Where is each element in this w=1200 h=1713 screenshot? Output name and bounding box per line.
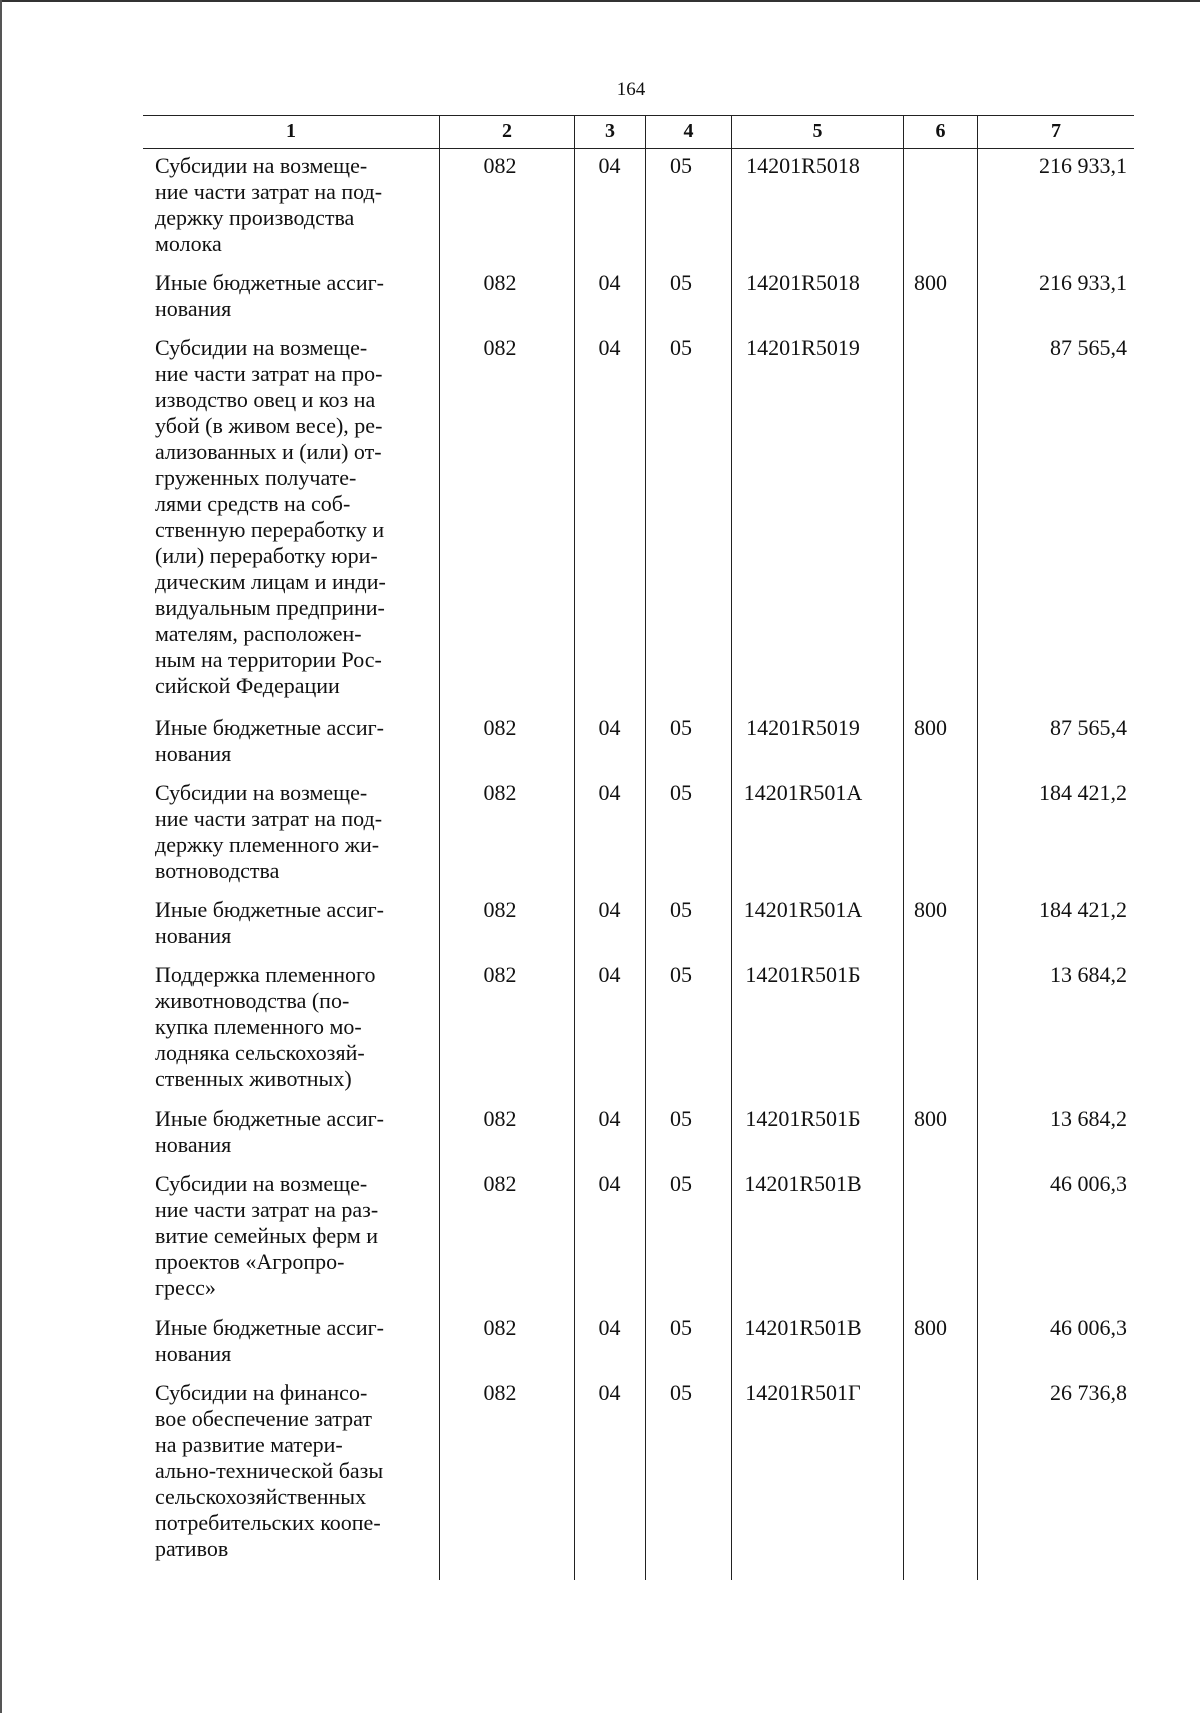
cell-subsection: 05 (670, 270, 692, 295)
row-description: Субсидии на финансо- вое обеспечение затрат на развитие матери- ально-технической базы сельскохозяйственных потребительских коопе- ративов (155, 1380, 384, 1561)
cell-admin-code: 082 (483, 962, 517, 987)
cell-admin-code: 082 (483, 1380, 517, 1405)
cell-target-article: 14201R501В (744, 1171, 862, 1196)
row-description: Субсидии на возмеще- ние части затрат на про- изводство овец и коз на убой (в живом весе), ре- ализованных и (или) от- груженных получате- лями средств на соб- ственную переработку и (или) переработку юри- дическим лицам и инди- видуальным предприни- мателям, расположен- ным на территории Рос- сийской Федерации (155, 335, 386, 698)
cell-target-article: 14201R501Б (745, 962, 861, 987)
header-bottom-rule (143, 148, 1134, 149)
column-header: 4 (683, 120, 694, 142)
cell-admin-code: 082 (483, 1106, 517, 1131)
cell-subsection: 05 (670, 1106, 692, 1131)
cell-target-article: 14201R501A (743, 780, 863, 805)
row-description: Поддержка племенного животноводства (по- купка племенного мо- лодняка сельскохозяй- ственных животных) (155, 962, 376, 1091)
column-header: 6 (935, 120, 946, 142)
cell-admin-code: 082 (483, 335, 517, 360)
cell-subsection: 05 (670, 780, 692, 805)
cell-expense-type: 800 (914, 715, 947, 740)
column-divider (574, 115, 575, 1580)
cell-section: 04 (598, 153, 621, 178)
cell-admin-code: 082 (483, 897, 517, 922)
column-header: 5 (812, 120, 823, 142)
cell-admin-code: 082 (483, 1315, 517, 1340)
cell-amount: 216 933,1 (1039, 270, 1127, 295)
cell-expense-type: 800 (914, 270, 947, 295)
cell-section: 04 (598, 1171, 621, 1196)
cell-amount: 13 684,2 (1050, 1106, 1127, 1131)
row-description: Субсидии на возмеще- ние части затрат на под- держку производства молока (155, 153, 383, 256)
cell-amount: 13 684,2 (1050, 962, 1127, 987)
cell-section: 04 (598, 1106, 621, 1131)
column-header: 7 (1051, 120, 1061, 142)
cell-amount: 87 565,4 (1050, 335, 1127, 360)
cell-subsection: 05 (670, 897, 692, 922)
cell-expense-type: 800 (914, 897, 947, 922)
cell-section: 04 (598, 780, 621, 805)
cell-section: 04 (598, 1380, 621, 1405)
cell-amount: 184 421,2 (1039, 897, 1127, 922)
cell-admin-code: 082 (483, 715, 517, 740)
cell-section: 04 (598, 715, 621, 740)
cell-subsection: 05 (670, 1380, 692, 1405)
cell-expense-type: 800 (914, 1315, 947, 1340)
budget-table (143, 115, 1134, 1580)
cell-section: 04 (598, 1315, 621, 1340)
row-description: Субсидии на возмеще- ние части затрат на под- держку племенного жи- вотноводства (155, 780, 383, 883)
column-header: 1 (286, 120, 296, 142)
cell-amount: 26 736,8 (1050, 1380, 1127, 1405)
cell-subsection: 05 (670, 153, 692, 178)
cell-subsection: 05 (670, 962, 692, 987)
cell-amount: 87 565,4 (1050, 715, 1127, 740)
cell-admin-code: 082 (483, 1171, 517, 1196)
column-header: 2 (502, 120, 512, 142)
cell-expense-type: 800 (914, 1106, 947, 1131)
scan-border-top (0, 0, 1200, 2)
cell-admin-code: 082 (483, 153, 517, 178)
row-description: Иные бюджетные ассиг- нования (155, 715, 384, 766)
cell-section: 04 (598, 270, 621, 295)
cell-target-article: 14201R5019 (746, 335, 860, 360)
row-description: Иные бюджетные ассиг- нования (155, 897, 384, 948)
cell-subsection: 05 (670, 335, 692, 360)
cell-target-article: 14201R501В (744, 1315, 862, 1340)
table-top-rule (143, 115, 1134, 116)
cell-amount: 184 421,2 (1039, 780, 1127, 805)
cell-target-article: 14201R501A (743, 897, 863, 922)
row-description: Иные бюджетные ассиг- нования (155, 1106, 384, 1157)
row-description: Субсидии на возмеще- ние части затрат на раз- витие семейных ферм и проектов «Агропро- гресс» (155, 1171, 379, 1300)
cell-amount: 216 933,1 (1039, 153, 1127, 178)
column-divider (439, 115, 440, 1580)
cell-target-article: 14201R5019 (746, 715, 860, 740)
column-divider (903, 115, 904, 1580)
row-description: Иные бюджетные ассиг- нования (155, 270, 384, 321)
cell-admin-code: 082 (483, 270, 517, 295)
cell-target-article: 14201R5018 (746, 153, 860, 178)
cell-target-article: 14201R5018 (746, 270, 860, 295)
cell-target-article: 14201R501Г (745, 1380, 861, 1405)
column-header: 3 (605, 120, 615, 142)
cell-subsection: 05 (670, 715, 692, 740)
cell-admin-code: 082 (483, 780, 517, 805)
cell-amount: 46 006,3 (1050, 1171, 1127, 1196)
cell-amount: 46 006,3 (1050, 1315, 1127, 1340)
cell-section: 04 (598, 897, 621, 922)
cell-section: 04 (598, 335, 621, 360)
row-description: Иные бюджетные ассиг- нования (155, 1315, 384, 1366)
page-number: 164 (616, 79, 646, 100)
cell-target-article: 14201R501Б (745, 1106, 861, 1131)
cell-subsection: 05 (670, 1171, 692, 1196)
cell-section: 04 (598, 962, 621, 987)
scan-border-left (0, 0, 2, 1713)
cell-subsection: 05 (670, 1315, 692, 1340)
